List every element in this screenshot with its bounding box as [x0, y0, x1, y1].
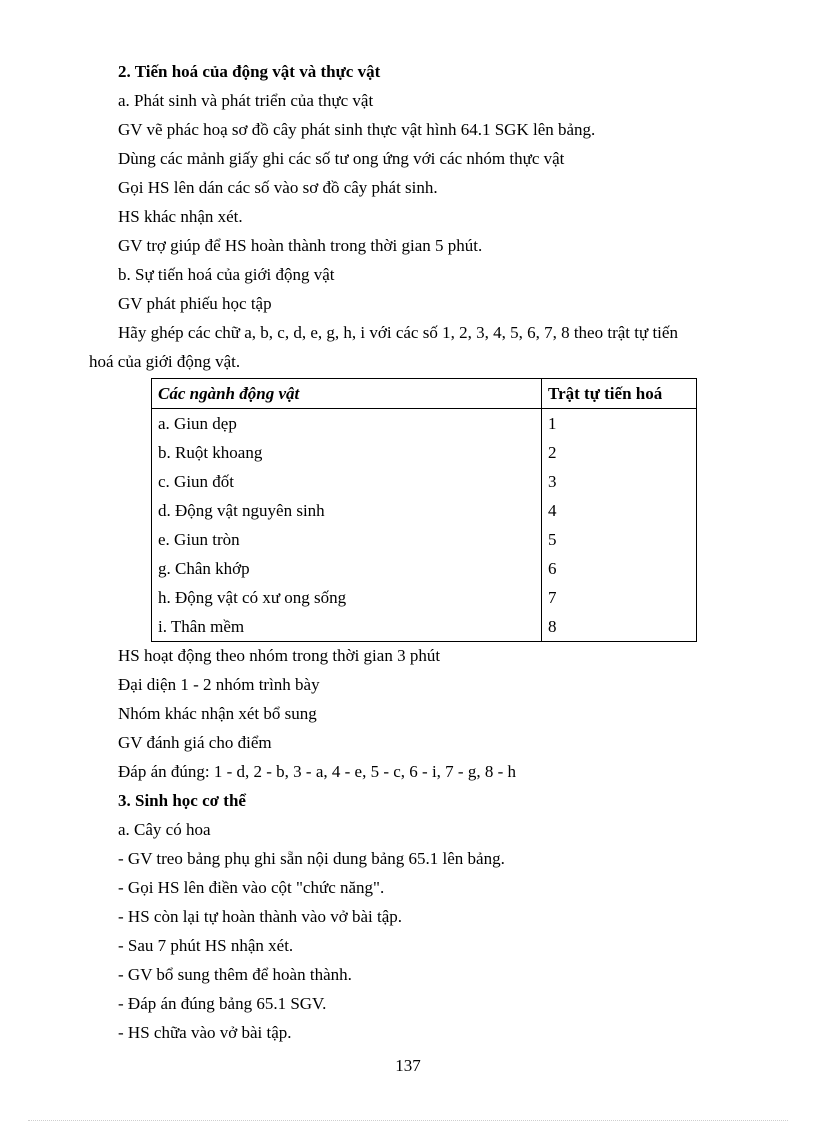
text-line: GV đánh giá cho điểm: [118, 733, 272, 752]
text-line: HS hoạt động theo nhóm trong thời gian 3 phút: [118, 646, 441, 665]
text-line: Dùng các mảnh giấy ghi các số tư ong ứng với các nhóm thực vật: [118, 149, 565, 168]
table-cell-phylum: e. Giun tròn: [152, 525, 542, 554]
table-cell-phylum: b. Ruột khoang: [152, 438, 542, 467]
text-line: Gọi HS lên dán các số vào sơ đồ cây phát sinh.: [118, 178, 438, 197]
footer-divider: [28, 1120, 788, 1121]
table-row: [152, 554, 697, 583]
table-cell-order: 4: [542, 496, 697, 525]
answer-key-line: Đáp án đúng: 1 - d, 2 - b, 3 - a, 4 - e, 5 - c, 6 - i, 7 - g, 8 - h: [118, 762, 516, 781]
section-heading-body-biology: 3. Sinh học cơ thể: [118, 791, 246, 810]
table-cell-order: 8: [542, 612, 697, 642]
text-line: - GV treo bảng phụ ghi sẵn nội dung bảng 65.1 lên bảng.: [118, 849, 505, 868]
text-line: a. Phát sinh và phát triển của thực vật: [118, 91, 374, 110]
text-line: b. Sự tiến hoá của giới động vật: [118, 265, 335, 284]
table-cell-order: 3: [542, 467, 697, 496]
table-cell-phylum: a. Giun dẹp: [152, 409, 542, 439]
table-cell-phylum: d. Động vật nguyên sinh: [152, 496, 542, 525]
text-line: - Sau 7 phút HS nhận xét.: [118, 936, 294, 955]
table-row: [152, 496, 697, 525]
page-number: 137: [395, 1056, 421, 1075]
text-line: - GV bổ sung thêm để hoàn thành.: [118, 965, 352, 984]
text-line: a. Cây có hoa: [118, 820, 211, 839]
column-header-order: Trật tự tiến hoá: [542, 379, 697, 409]
column-header-phylum: Các ngành động vật: [152, 379, 542, 409]
text-line: - HS chữa vào vở bài tập.: [118, 1023, 292, 1042]
evolution-order-table: [151, 378, 697, 642]
table-cell-phylum: g. Chân khớp: [152, 554, 542, 583]
table-row: [152, 409, 697, 439]
text-line: - HS còn lại tự hoàn thành vào vở bài tập.: [118, 907, 403, 926]
table-cell-order: 1: [542, 409, 697, 439]
text-line: GV phát phiếu học tập: [118, 294, 272, 313]
table-row: [152, 467, 697, 496]
text-line: - Gọi HS lên điền vào cột "chức năng".: [118, 878, 385, 897]
table-cell-phylum: i. Thân mềm: [152, 612, 542, 642]
text-line: HS khác nhận xét.: [118, 207, 243, 226]
text-line: - Đáp án đúng bảng 65.1 SGV.: [118, 994, 327, 1013]
table-header-row: [152, 379, 697, 409]
table-cell-phylum: c. Giun đốt: [152, 467, 542, 496]
table-cell-order: 2: [542, 438, 697, 467]
table-row: [152, 583, 697, 612]
table-cell-order: 7: [542, 583, 697, 612]
text-line: GV vẽ phác hoạ sơ đồ cây phát sinh thực vật hình 64.1 SGK lên bảng.: [118, 120, 596, 139]
table-row: [152, 438, 697, 467]
table-cell-order: 5: [542, 525, 697, 554]
table-cell-order: 6: [542, 554, 697, 583]
text-line: Hãy ghép các chữ a, b, c, d, e, g, h, i với các số 1, 2, 3, 4, 5, 6, 7, 8 theo trật tự tiến: [118, 323, 678, 342]
text-line: Nhóm khác nhận xét bổ sung: [118, 704, 317, 723]
table-row: [152, 525, 697, 554]
text-line: Đại diện 1 - 2 nhóm trình bày: [118, 675, 320, 694]
table-cell-phylum: h. Động vật có xư ong sống: [152, 583, 542, 612]
table-row: [152, 612, 697, 642]
section-heading-evolution: 2. Tiến hoá của động vật và thực vật: [118, 62, 381, 81]
text-line: GV trợ giúp để HS hoàn thành trong thời gian 5 phút.: [118, 236, 483, 255]
text-line: hoá của giới động vật.: [89, 352, 241, 371]
